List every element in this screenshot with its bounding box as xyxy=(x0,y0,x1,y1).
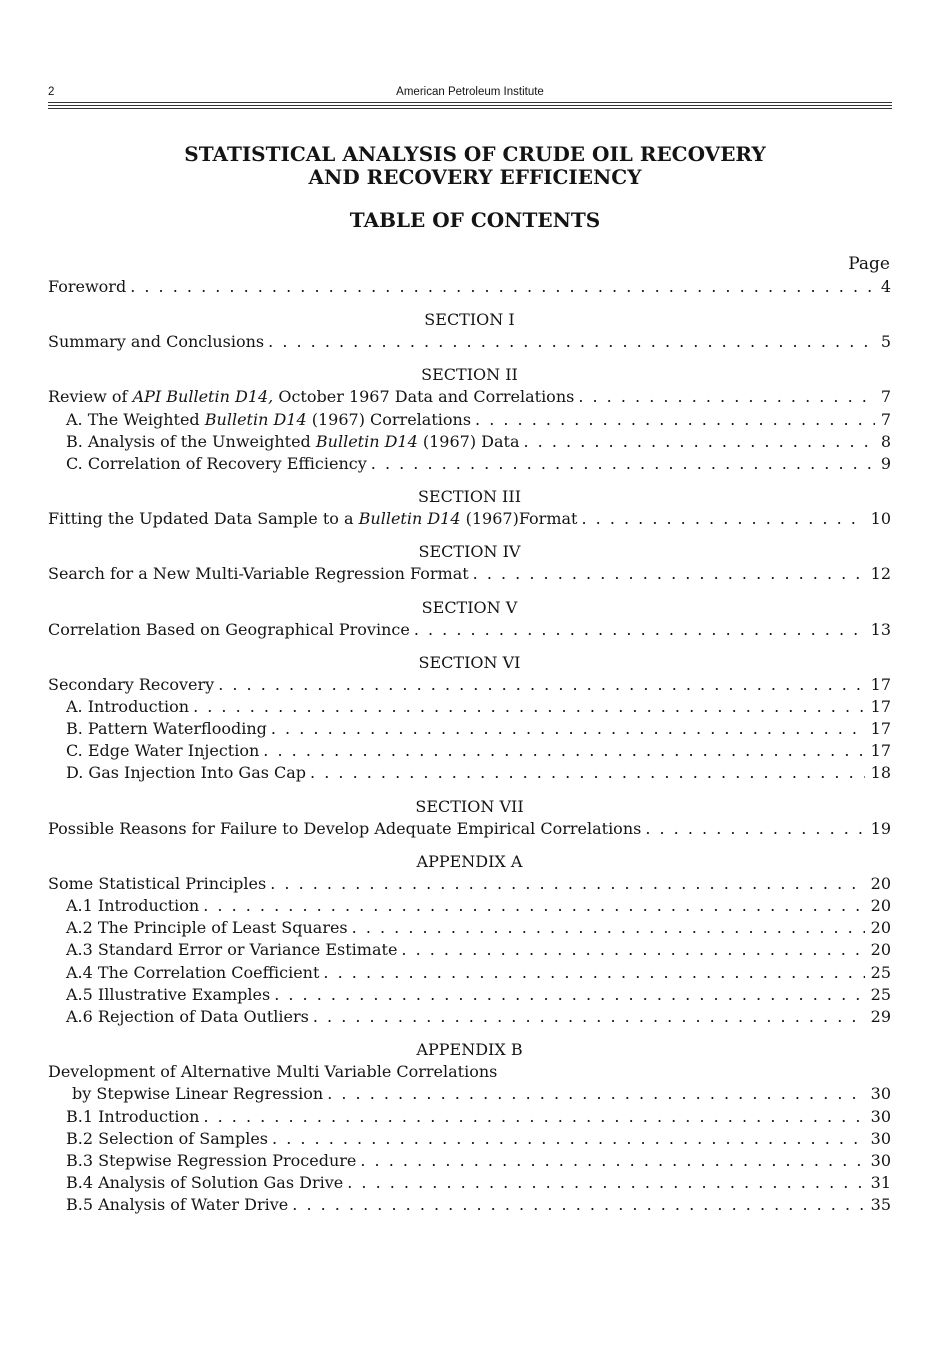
toc-entry[interactable]: A.5 Illustrative Examples . . . 25 xyxy=(48,984,891,1006)
title-line-1: STATISTICAL ANALYSIS OF CRUDE OIL RECOVERY xyxy=(184,142,766,166)
table-of-contents xyxy=(48,276,891,1216)
header-rule xyxy=(48,108,892,109)
toc-entry[interactable]: D. Gas Injection Into Gas Cap . . . 18 xyxy=(48,762,891,784)
appendix-heading: APPENDIX B xyxy=(416,1040,523,1060)
toc-entry[interactable]: Summary and Conclusions . . . 5 xyxy=(48,331,891,353)
section-heading: SECTION VII xyxy=(415,796,524,816)
toc-entry[interactable]: B.1 Introduction . . . 30 xyxy=(48,1106,891,1128)
toc-entry[interactable]: C. Correlation of Recovery Efficiency . . . 9 xyxy=(48,453,891,475)
toc-entry[interactable]: A. The Weighted Bulletin D14 (1967) Correlations . . . 7 xyxy=(48,409,891,431)
toc-entry[interactable]: A.1 Introduction . . . 20 xyxy=(48,895,891,917)
toc-entry[interactable]: B. Analysis of the Unweighted Bulletin D14 (1967) Data . . . 8 xyxy=(48,431,891,453)
toc-entry[interactable]: A.4 The Correlation Coefficient . . . 25 xyxy=(48,962,891,984)
header-rule xyxy=(48,105,892,106)
toc-entry[interactable]: Review of API Bulletin D14, October 1967 Data and Correlations . . . 7 xyxy=(48,386,891,408)
running-header xyxy=(48,86,892,100)
section-heading: SECTION VI xyxy=(418,652,521,672)
toc-entry[interactable]: A. Introduction . . . 17 xyxy=(48,696,891,718)
section-heading: SECTION IV xyxy=(418,542,521,562)
toc-entry[interactable]: Correlation Based on Geographical Province . . . 13 xyxy=(48,619,891,641)
toc-entry-line: Development of Alternative Multi Variable Correlations xyxy=(48,1062,498,1082)
page-column-label: Page xyxy=(848,254,890,274)
section-heading: SECTION I xyxy=(424,310,515,330)
section-heading: SECTION II xyxy=(421,365,518,385)
toc-entry[interactable]: Possible Reasons for Failure to Develop Adequate Empirical Correlations . . . 19 xyxy=(48,818,891,840)
toc-entry[interactable]: Secondary Recovery . . . 17 xyxy=(48,674,891,696)
toc-entry[interactable]: Fitting the Updated Data Sample to a Bulletin D14 (1967)Format . . . 10 xyxy=(48,508,891,530)
toc-entry[interactable]: Some Statistical Principles . . . 20 xyxy=(48,873,891,895)
document-title xyxy=(0,143,950,189)
toc-entry[interactable]: B.2 Selection of Samples . . . 30 xyxy=(48,1128,891,1150)
toc-entry[interactable]: B.4 Analysis of Solution Gas Drive . . . 31 xyxy=(48,1172,891,1194)
toc-entry[interactable]: A.2 The Principle of Least Squares . . . 20 xyxy=(48,917,891,939)
toc-entry[interactable]: C. Edge Water Injection . . . 17 xyxy=(48,740,891,762)
toc-heading: TABLE OF CONTENTS xyxy=(349,208,601,232)
toc-entry[interactable]: Foreword . . . 4 xyxy=(48,276,891,298)
publisher-name: American Petroleum Institute xyxy=(396,86,544,98)
toc-entry[interactable]: by Stepwise Linear Regression . . . 30 xyxy=(48,1083,891,1105)
toc-entry[interactable]: B.3 Stepwise Regression Procedure . . . 30 xyxy=(48,1150,891,1172)
section-heading: SECTION V xyxy=(421,597,518,617)
section-heading: SECTION III xyxy=(417,487,522,507)
toc-entry[interactable]: A.3 Standard Error or Variance Estimate . . . 20 xyxy=(48,939,891,961)
title-line-2: AND RECOVERY EFFICIENCY xyxy=(308,165,642,189)
toc-entry[interactable]: B. Pattern Waterflooding . . . 17 xyxy=(48,718,891,740)
page-number: 2 xyxy=(48,86,55,98)
toc-entry[interactable]: Search for a New Multi-Variable Regression Format . . . 12 xyxy=(48,563,891,585)
toc-entry[interactable]: A.6 Rejection of Data Outliers . . . 29 xyxy=(48,1006,891,1028)
appendix-heading: APPENDIX A xyxy=(416,851,523,871)
header-rule xyxy=(48,102,892,103)
toc-entry[interactable]: B.5 Analysis of Water Drive . . . 35 xyxy=(48,1194,891,1216)
